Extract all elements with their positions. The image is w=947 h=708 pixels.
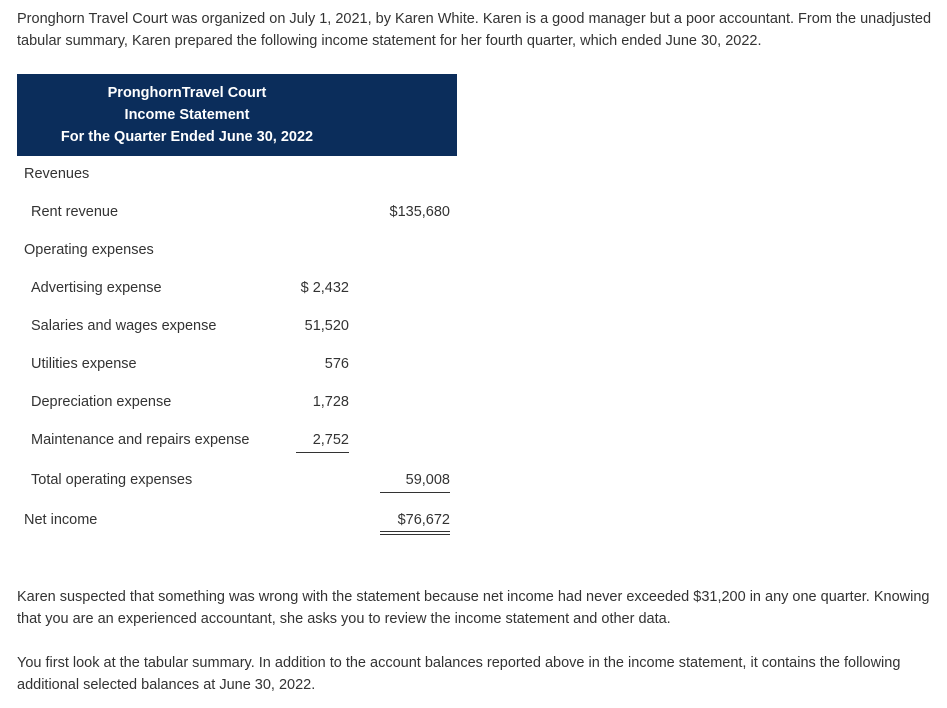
expense-amount: 576: [324, 356, 349, 372]
expense-amount: 2,752: [312, 432, 349, 448]
expense-label: Salaries and wages expense: [31, 318, 217, 334]
expense-amount: 51,520: [304, 318, 349, 334]
statement-period: For the Quarter Ended June 30, 2022: [60, 129, 314, 145]
total-underline: [380, 492, 450, 493]
intro-paragraph: Pronghorn Travel Court was organized on July 1, 2021, by Karen White. Karen is a good manager but a poor accountant. From the unadjusted tabular summary, Karen prepared the following income statement for her fourth quarter, which ended June 30, 2022.: [17, 11, 932, 49]
rent-revenue-amount: $135,680: [389, 204, 450, 220]
statement-title: Income Statement: [124, 107, 250, 123]
net-income-double-underline-1: [380, 531, 450, 532]
expense-label: Maintenance and repairs expense: [31, 432, 250, 448]
net-income-amount: $76,672: [397, 512, 450, 528]
total-operating-expenses-label: Total operating expenses: [31, 472, 193, 488]
revenues-heading: Revenues: [24, 166, 90, 182]
rent-revenue-label: Rent revenue: [31, 204, 119, 220]
operating-expenses-heading: Operating expenses: [24, 242, 154, 258]
expense-amount: $ 2,432: [300, 280, 349, 296]
expense-amount: 1,728: [312, 394, 349, 410]
net-income-label: Net income: [24, 512, 98, 528]
expense-label: Advertising expense: [31, 280, 162, 296]
subtotal-underline: [296, 452, 349, 453]
expense-label: Depreciation expense: [31, 394, 172, 410]
expense-label: Utilities expense: [31, 356, 137, 372]
net-income-double-underline-2: [380, 534, 450, 535]
company-name: PronghornTravel Court: [107, 85, 267, 101]
statement-header: [17, 74, 457, 156]
tabular-summary-paragraph: You first look at the tabular summary. In addition to the account balances reported above in the income statement, it contains the following additional selected balances at June 30, 2022.: [17, 655, 901, 693]
total-operating-expenses-amount: 59,008: [405, 472, 450, 488]
review-paragraph: Karen suspected that something was wrong with the statement because net income had never exceeded $31,200 in any one quarter. Knowing that you are an experienced accountant, she asks you to review the income statement and other data.: [17, 589, 930, 627]
